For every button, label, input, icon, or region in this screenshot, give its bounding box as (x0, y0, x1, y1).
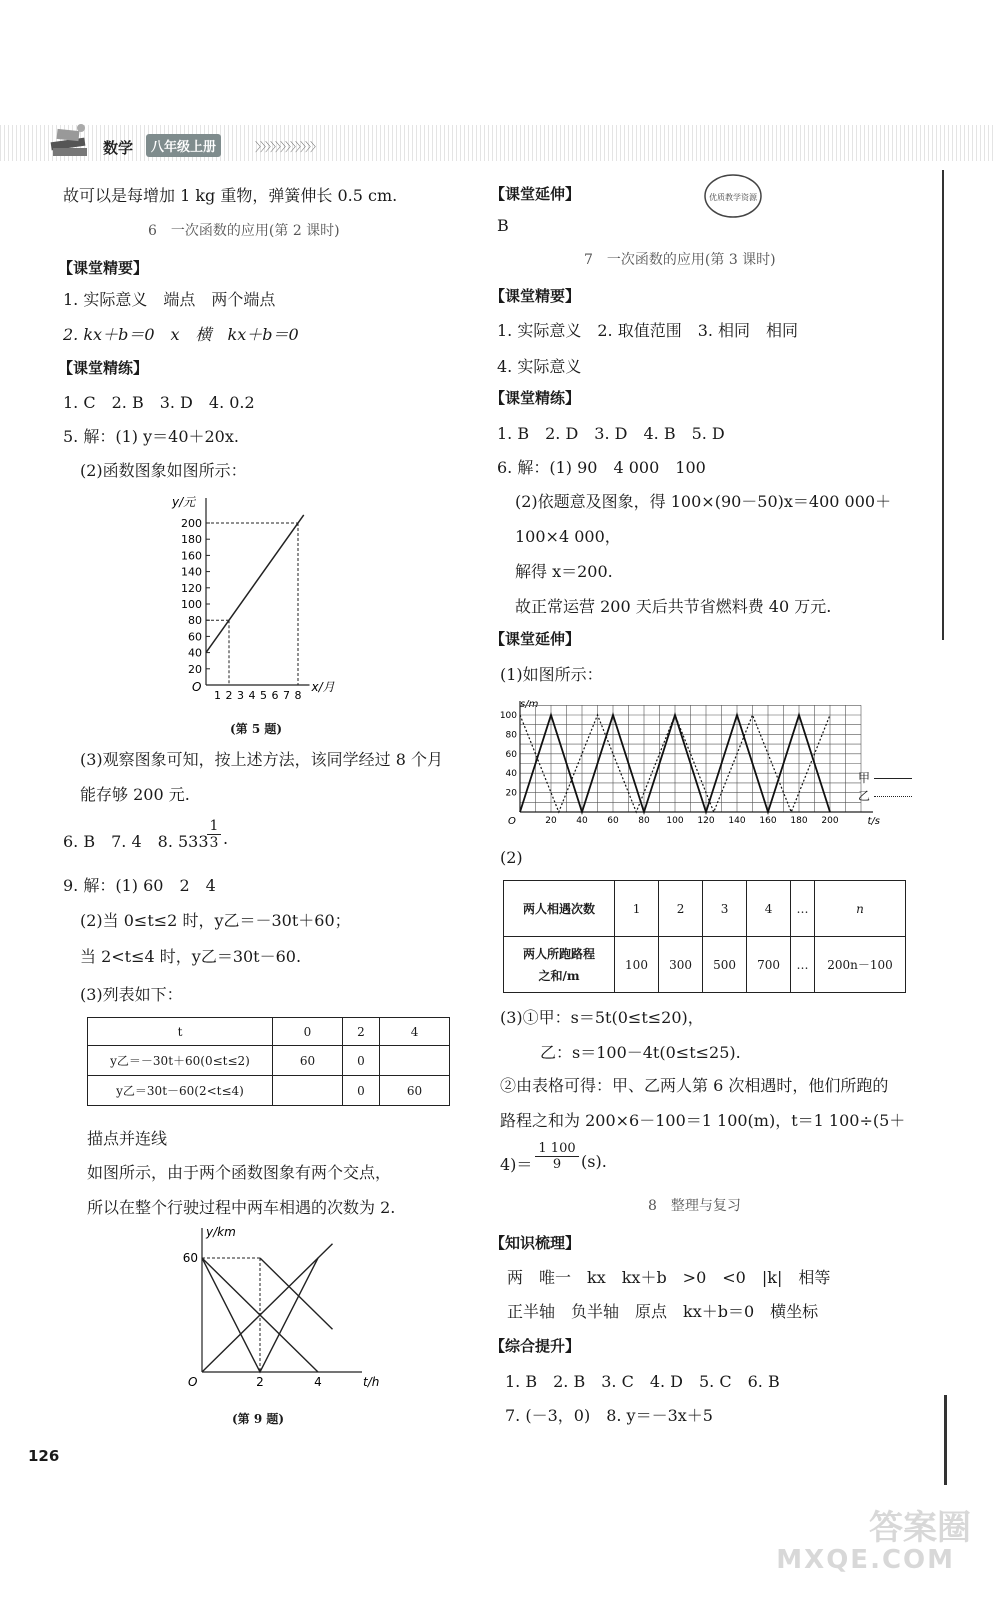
run-ytick-label: 40 (505, 769, 517, 780)
left-suoyi: 所以在整个行驶过程中两车相遇的次数为 2. (87, 1198, 396, 1217)
t2-r1c4: … (791, 881, 815, 937)
frac-num: 1 (209, 818, 219, 834)
t2-r1c1: 2 (659, 881, 703, 937)
right-jy4: 4. 实际意义 (497, 357, 582, 376)
fig5-xtick-label: 1 (214, 689, 221, 702)
left-line0: 故可以是每增加 1 kg 重物，弹簧伸长 0.5 cm. (63, 186, 398, 205)
t2-r2c5: 200n－100 (815, 937, 906, 993)
left-jl9c: 当 2<t≤4 时，y乙＝30t－60. (80, 947, 302, 966)
t1-h3: 4 (380, 1018, 450, 1046)
books-logo-icon (45, 118, 93, 162)
run-chart (498, 695, 888, 835)
watermark-domain: MXQE.COM (776, 1545, 955, 1575)
left-rutu: 如图所示，由于两个函数图象有两个交点， (87, 1163, 392, 1182)
t2-r2c2: 500 (703, 937, 747, 993)
right-jl6e: 故正常运营 200 天后共节省燃料费 40 万元. (515, 597, 832, 616)
run-xtick-label: 60 (607, 816, 619, 826)
t1-r0c2: 0 (342, 1046, 379, 1076)
fig5-ytick-label: 40 (188, 646, 202, 660)
fig5-ytick-label: 60 (188, 630, 202, 644)
fig5-ytick-label: 20 (188, 662, 202, 676)
left-jl5b: (2)函数图象如图所示： (80, 461, 247, 480)
right-ys1: (1)如图所示： (500, 665, 603, 684)
fig5-origin: O (192, 680, 202, 694)
frac-period: . (223, 829, 229, 848)
legend-jia-label: 甲 (858, 771, 871, 785)
frac-1-3 (207, 818, 221, 851)
right-zh7: 7. (－3，0) 8. y＝－3x＋5 (505, 1406, 713, 1425)
t2-r2c0: 100 (615, 937, 659, 993)
run-origin: O (508, 816, 516, 827)
left-jl9d: (3)列表如下： (80, 985, 183, 1004)
fig5-chart (168, 490, 358, 710)
fig9-origin: O (188, 1375, 198, 1389)
fig5-xlabel: x/月 (311, 680, 335, 694)
fig5-ytick-label: 140 (181, 565, 202, 579)
right-jl6b: (2)依题意及图象，得 100×(90－50)x＝400 000＋ (515, 492, 892, 511)
left-jl5: 5. 解：(1) y＝40＋20x. (63, 427, 239, 446)
section6-title: 6 一次函数的应用(第 2 课时) (148, 223, 340, 239)
fig5-xtick-label: 6 (271, 689, 279, 702)
fig5-ytick-label: 100 (181, 598, 202, 611)
run-ylabel: s/m (520, 699, 539, 710)
t2-row1-label: 两人相遇次数 (504, 881, 615, 937)
t2-r1c5: n (815, 881, 906, 937)
legend-yi (858, 787, 912, 804)
t1-r1c0: y乙＝30t－60(2<t≤4) (88, 1076, 273, 1106)
stamp-icon (700, 170, 766, 222)
heading-yanshen-2: 【课堂延伸】 (490, 630, 581, 648)
run-xtick-label: 200 (821, 816, 839, 826)
table-values-t (87, 1017, 450, 1106)
fig5-xtick-label: 5 (260, 689, 267, 702)
right-zh1: 1. B 2. B 3. C 4. D 5. C 6. B (505, 1372, 780, 1391)
left-jl6: 6. B 7. 4 8. 533 (63, 832, 209, 851)
left-jl9: 9. 解：(1) 60 2 4 (63, 876, 216, 895)
right-jl6d: 解得 x＝200. (515, 562, 613, 581)
fig9-xtick-label: 2 (256, 1375, 264, 1389)
run-ytick-label: 60 (505, 749, 517, 760)
fig9-ytick-label: 60 (182, 1251, 198, 1265)
fig5-xtick-label: 2 (225, 689, 233, 702)
legend-yi-line (874, 796, 912, 797)
t2-r1c3: 4 (747, 881, 791, 937)
t1-r1c1 (273, 1076, 343, 1106)
fig9-ylabel: y/km (206, 1225, 236, 1239)
right-edge-rule-2 (944, 1395, 947, 1485)
fig5-ytick-label: 180 (181, 533, 202, 547)
right-ys3c: ②由表格可得：甲、乙两人第 6 次相遇时，他们所跑的 (500, 1076, 889, 1095)
fig5-ytick-label: 80 (188, 614, 202, 628)
right-edge-rule (942, 170, 944, 640)
right-ys2: (2) (500, 848, 523, 867)
fig9-xtick-label: 4 (314, 1375, 322, 1389)
run-xtick-label: 180 (790, 816, 808, 826)
t1-h0: t (88, 1018, 273, 1046)
t2-row2-label-a: 两人所跑路程 (522, 946, 595, 961)
t2-row2-label-b: 之和/m (538, 968, 580, 983)
t1-h2: 2 (342, 1018, 379, 1046)
fig5-ytick-label: 120 (181, 581, 202, 595)
run-xtick-label: 120 (697, 816, 715, 826)
run-xlabel: t/s (867, 816, 880, 827)
run-xtick-label: 20 (545, 816, 557, 826)
right-jl6: 6. 解：(1) 90 4 000 100 (497, 458, 706, 477)
t1-h1: 0 (273, 1018, 343, 1046)
left-jl5c1: (3)观察图象可知，按上述方法，该同学经过 8 个月 (80, 750, 444, 769)
header-grade-badge: 八年级上册 (146, 134, 221, 157)
right-jl1: 1. B 2. D 3. D 4. B 5. D (497, 424, 725, 443)
fig5-xtick-label: 4 (248, 689, 256, 702)
legend-yi-label: 乙 (858, 789, 871, 803)
header-arrows: 〉〉〉〉〉〉〉〉〉〉〉〉 (255, 140, 322, 154)
left-jy1: 1. 实际意义 端点 两个端点 (63, 290, 276, 309)
frac-1100-9 (535, 1141, 579, 1172)
run-xtick-label: 80 (638, 816, 650, 826)
right-ys3e-post: (s). (581, 1152, 607, 1171)
heading-yanshen-1: 【课堂延伸】 (490, 185, 581, 203)
right-ys3e-pre: 4)＝ (500, 1155, 533, 1174)
run-xtick-label: 140 (728, 816, 746, 826)
t2-r2c1: 300 (659, 937, 703, 993)
heading-jinglian-left: 【课堂精练】 (58, 359, 149, 377)
t1-r0c3 (380, 1046, 450, 1076)
legend-jia (858, 769, 912, 786)
frac2-den: 9 (535, 1156, 579, 1172)
t2-r1c0: 1 (615, 881, 659, 937)
fig9-chart (170, 1222, 380, 1392)
fig5-xtick-label: 3 (237, 689, 244, 702)
right-ans-b: B (497, 216, 509, 235)
run-ytick-label: 100 (499, 711, 517, 721)
left-jl9b: (2)当 0≤t≤2 时，y乙＝－30t＋60； (80, 911, 351, 930)
fig5-caption: (第 5 题) (230, 722, 283, 736)
frac-den: 3 (207, 834, 221, 851)
right-jy1: 1. 实际意义 2. 取值范围 3. 相同 相同 (497, 321, 799, 340)
left-jl5c2: 能存够 200 元. (80, 785, 190, 804)
right-zs2: 正半轴 负半轴 原点 kx＋b＝0 横坐标 (507, 1302, 819, 1321)
fig5-series-line (206, 515, 304, 653)
left-jy2: 2. kx＋b＝0 x 横 kx＋b＝0 (63, 325, 299, 344)
run-ytick-label: 20 (505, 788, 517, 799)
fig5-xtick-label: 7 (283, 689, 290, 702)
t1-r0c0: y乙＝－30t＋60(0≤t≤2) (88, 1046, 273, 1076)
right-jl6c: 100×4 000， (515, 527, 621, 546)
table-meet (503, 880, 906, 993)
right-ys3d: 路程之和为 200×6－100＝1 100(m)，t＝1 100÷(5＋ (500, 1111, 906, 1130)
header-subject: 数学 (103, 139, 134, 157)
section7-title: 7 一次函数的应用(第 3 课时) (584, 252, 776, 268)
right-ys3b: 乙：s＝100－4t(0≤t≤25). (540, 1043, 741, 1062)
watermark-logo: 答案圈 (869, 1508, 971, 1548)
run-ytick-label: 80 (505, 730, 517, 741)
t1-r1c2: 0 (342, 1076, 379, 1106)
page-number: 126 (28, 1447, 60, 1465)
run-xtick-label: 160 (759, 816, 777, 826)
heading-jinglian-right: 【课堂精练】 (490, 389, 581, 407)
heading-zhishi: 【知识梳理】 (490, 1234, 581, 1252)
t2-r2c3: 700 (747, 937, 791, 993)
heading-zonghe: 【综合提升】 (490, 1337, 581, 1355)
fig9-caption: (第 9 题) (232, 1412, 285, 1426)
t2-r1c2: 3 (703, 881, 747, 937)
fig5-ytick-label: 160 (181, 549, 202, 563)
t2-row2-label (504, 937, 615, 993)
run-xtick-label: 100 (666, 816, 684, 826)
fig9-xlabel: t/h (363, 1375, 380, 1389)
t2-r2c4: … (791, 937, 815, 993)
legend-jia-line (874, 778, 912, 779)
t1-r0c1: 60 (273, 1046, 343, 1076)
stamp-text: 优质教学资源 (709, 193, 757, 202)
run-xtick-label: 40 (576, 816, 588, 826)
fig5-ylabel: y/元 (172, 495, 196, 509)
right-ys3a: (3)①甲：s＝5t(0≤t≤20)， (500, 1008, 704, 1027)
heading-jingyao-left: 【课堂精要】 (58, 259, 149, 277)
fig9-series-3 (260, 1258, 333, 1329)
left-jl1: 1. C 2. B 3. D 4. 0.2 (63, 393, 255, 412)
fig5-ytick-label: 200 (181, 517, 202, 530)
frac2-num: 1 100 (538, 1141, 576, 1156)
t1-r1c3: 60 (380, 1076, 450, 1106)
heading-jingyao-right: 【课堂精要】 (490, 287, 581, 305)
section8-title: 8 整理与复习 (648, 1198, 741, 1214)
right-zs1: 两 唯一 kx kx＋b >0 <0 |k| 相等 (507, 1268, 831, 1287)
fig5-xtick-label: 8 (294, 689, 302, 702)
left-miao: 描点并连线 (87, 1129, 168, 1148)
fig9-series-0 (202, 1244, 333, 1372)
